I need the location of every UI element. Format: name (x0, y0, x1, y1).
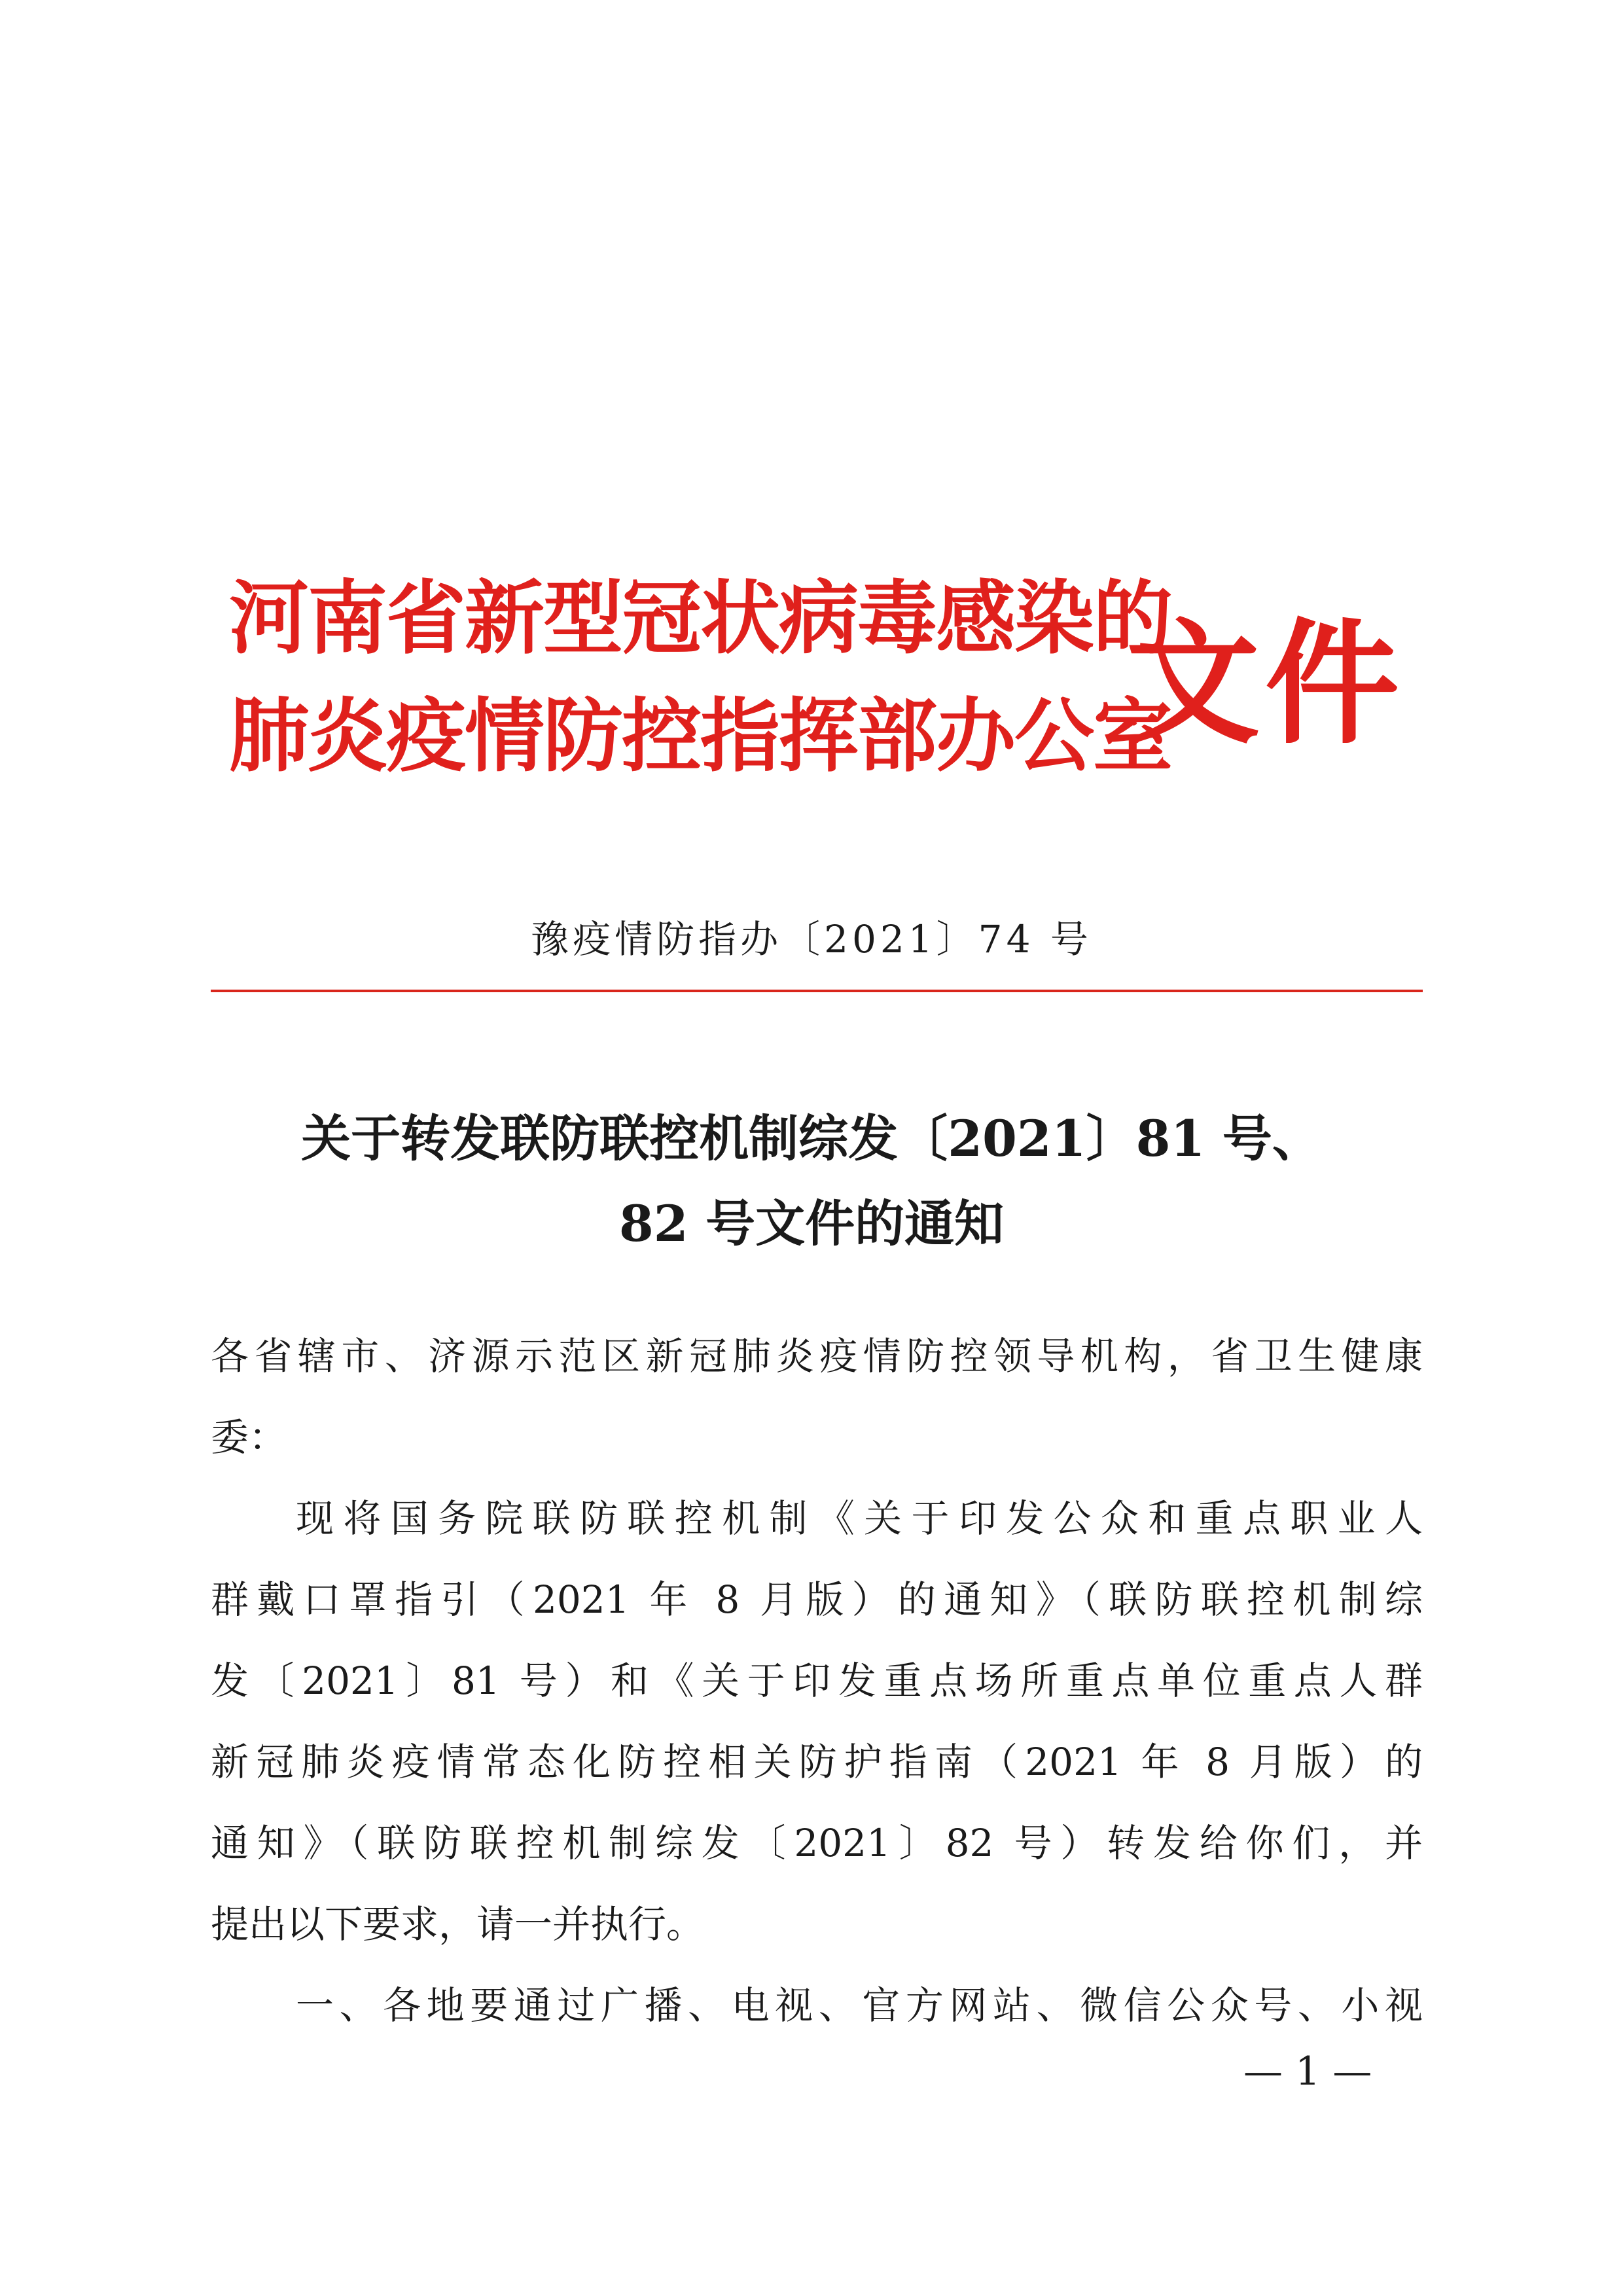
issuer-line-1: 河南省新型冠状病毒感染的 (229, 572, 1171, 665)
body-line: 现将国务院联防联控机制《关于印发公众和重点职业人 (296, 1496, 1423, 1541)
issuer-line-2: 肺炎疫情防控指挥部办公室 (229, 690, 1171, 783)
masthead (229, 560, 1407, 795)
body-line-addressee: 各省辖市、济源示范区新冠肺炎疫情防控领导机构，省卫生健康 (211, 1334, 1423, 1378)
body-line: 提出以下要求，请一并执行。 (211, 1902, 705, 1946)
body-line: 发〔2021〕81 号）和《关于印发重点场所重点单位重点人群 (211, 1659, 1423, 1703)
body-line: 通知》（联防联控机制综发〔2021〕82 号）转发给你们，并 (211, 1821, 1423, 1865)
document-word: 文件 (1126, 605, 1404, 762)
document-number: 豫疫情防指办〔2021〕74 号 (531, 917, 1092, 961)
document-title (0, 1096, 1623, 1266)
title-line-1: 关于转发联防联控机制综发〔2021〕81 号、 (301, 1109, 1322, 1168)
body-line: 新冠肺炎疫情常态化防控相关防护指南（2021 年 8 月版）的 (211, 1740, 1423, 1784)
issuer-name (229, 560, 1171, 795)
title-line-2: 82 号文件的通知 (618, 1194, 1005, 1253)
body-line: 群戴口罩指引（2021 年 8 月版）的通知》（联防联控机制综 (211, 1577, 1423, 1622)
body-line-addressee-end: 委： (211, 1415, 287, 1460)
page-number: — 1 — (1243, 2049, 1372, 2094)
red-separator-rule (211, 990, 1423, 992)
body-line: 一、各地要通过广播、电视、官方网站、微信公众号、小视 (296, 1983, 1423, 2028)
body-text (211, 1316, 1423, 2046)
